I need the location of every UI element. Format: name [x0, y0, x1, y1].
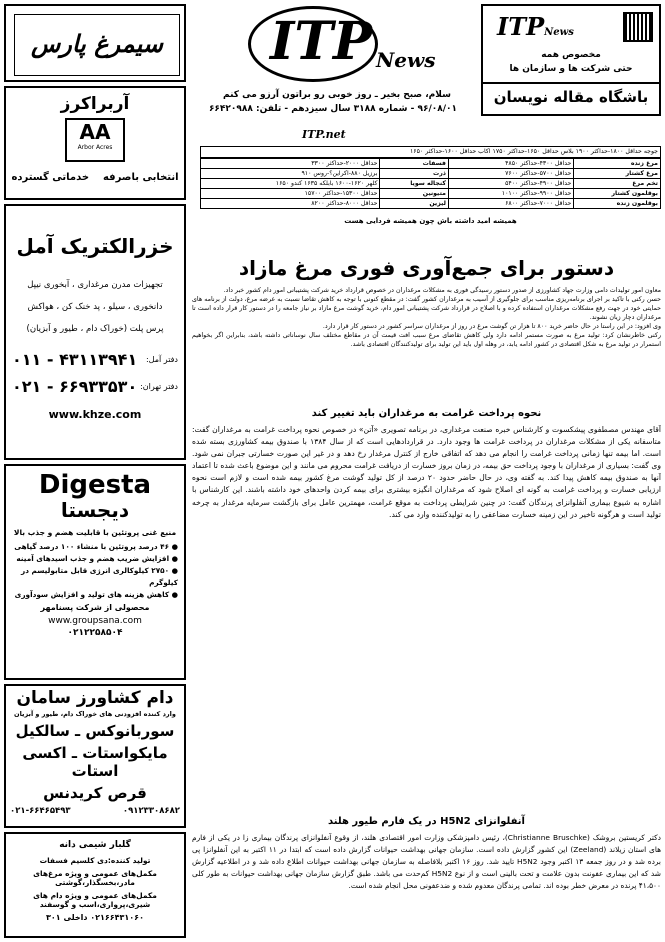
khazar-website[interactable]: www.khze.com	[48, 408, 142, 421]
club-title: باشگاه مقاله نویسان	[483, 82, 659, 106]
ad-digesta[interactable]	[4, 464, 186, 680]
saman-subtitle: وارد کننده افزودنی های خوراک دام، طیور و آبزیان	[14, 710, 176, 718]
club-line1: مخصوص همه	[541, 50, 601, 60]
saman-phones	[6, 802, 184, 816]
price-row	[201, 199, 661, 209]
digesta-bullet: ● کاهش هزینه های تولید و افزایش سودآوری	[14, 590, 178, 599]
khazar-tehran-phone: ۶۶۹۳۳۵۳۰ - ۰۲۱	[12, 377, 138, 396]
golbar-brand: گلبار شیمی دانه	[59, 840, 131, 850]
golbar-line1: تولید کننده:دی کلسیم فسفات	[39, 856, 151, 865]
price-cell: برزیل ۸۸۰-اکراین؟-روس ۹۱۰	[201, 169, 380, 179]
sidebar	[4, 4, 186, 938]
article1-p3: وی افزود: در این راستا در حال حاضر خرید ۸۰۰ تا هزار تن گوشت مرغ در روز از مرغداران سراسر کشور در دستور کار قرار دارد.	[322, 323, 661, 330]
price-table	[200, 146, 661, 225]
headline-main: دستور برای جمع‌آوری فوری مرغ مازاد	[238, 256, 615, 280]
saman-phone1: ۰۹۱۲۳۳۰۸۶۸۲	[122, 806, 180, 816]
digesta-phone: ۰۲۱۲۲۵۸۵۰۴	[67, 628, 123, 638]
price-row	[201, 189, 661, 199]
price-cell: بوقلمون کشتار	[574, 189, 661, 199]
price-cell: حداقل ۲۰۰۰-حداکثر ۳۳۰۰	[201, 159, 380, 169]
golbar-line2: مکمل‌های عمومی و ویژه مرغ‌های مادر،بخسگذار،گوشتی	[33, 869, 157, 887]
ad-arbor-acres[interactable]	[4, 86, 186, 200]
article2-body	[192, 424, 661, 812]
masthead	[192, 4, 661, 144]
arbor-tagline: انتخابی باصرفه خدماتی گسترده	[11, 172, 179, 183]
price-cell: حداقل ۱۵۳۰۰-حداکثر ۱۵۷۰۰	[201, 189, 380, 199]
khazar-office-row	[6, 350, 184, 369]
digesta-website[interactable]: www.groupsana.com	[48, 616, 142, 626]
price-cell: مرغ زنده	[574, 159, 661, 169]
qr-code-icon	[623, 12, 653, 42]
price-cell: فسفات	[380, 159, 449, 169]
digesta-bullet: ● افزایش ضریب هضم و جذب اسیدهای آمینه	[16, 554, 178, 563]
article1-p2: حسن رکنی با تاکید بر اجرای برنامه‌ریزی مناسب برای جلوگیری از آسیب به مرغداران کشور گفت: در مقطع کنونی با توجه به کاهش تقاضا نسبت به عرضه مرغ، دولت از برنامه های حمایتی خود در جهت رفع مشکلات مرغداران استفاده کرده و با اصلاح در قرارداد شرکت پشتیبانی امور دام، خرید گوشت مرغ مازاد بر نیاز جامعه را در دستور کار قرار داده است تا مرغداران دچار زیان نشوند.	[192, 296, 661, 321]
club-itp-text: ITP	[497, 12, 545, 41]
ad-dam-keshavarz-saman[interactable]	[4, 684, 186, 828]
news-text: News	[376, 48, 436, 72]
price-cell: لیزین	[380, 199, 449, 209]
digesta-slogan: منبع غنی پروتئین با قابلیت هضم و جذب بالا	[13, 528, 177, 537]
price-cell: بوقلمون زنده	[574, 199, 661, 209]
khazar-office-phone: ۴۳۱۱۳۹۴۱ - ۰۱۱	[12, 350, 138, 369]
price-top-row: جوجه حداقل ۱۸۰۰-حداکثر ۱۹۰۰ بلاس حداقل ۱۶۵۰-حداکثر ۱۷۵۰ اکاب حداقل ۱۶۰۰-حداکثر ۱۶۵۰	[200, 146, 661, 158]
digesta-brand-en: Digesta	[38, 470, 152, 500]
price-row	[201, 179, 661, 189]
itp-small-logo: ITP.net	[302, 128, 346, 141]
saman-product3: قرص کریدنس	[43, 784, 147, 802]
main-column	[192, 4, 661, 938]
article1-p4: رکنی خاطرنشان کرد: تولید مرغ به صورت مستمر ادامه دارد ولی کاهش تقاضای مرغ سبب افت قیمت آن در مقاطع مختلف سال نوساناتی داشته باشد، بنابراین اگر بخواهیم استمرار در تولید مرغ به شکل اقتصادی در کشور ادامه یابد، در وهله اول باید این تولید برای تولیدکنندگان اقتصادی باشد.	[192, 332, 661, 348]
club-line2: حتی شرکت ها و سازمان ها	[509, 64, 633, 74]
arbor-logo	[65, 118, 125, 162]
simorgh-brand: سیمرغ پارس	[30, 30, 164, 58]
price-cell: حداقل ۷۰۰۰-حداکثر ۶۸۰۰	[448, 199, 573, 209]
digesta-bullets	[6, 537, 184, 601]
price-cell: حداقل ۸۰۰۰-حداکثر ۸۲۰۰	[201, 199, 380, 209]
article1-body	[192, 286, 661, 349]
price-row	[201, 159, 661, 169]
itp-news-logo	[240, 4, 450, 86]
khazar-line3: پرس پلت (خوراک دام ، طیور و آبزیان)	[26, 324, 164, 334]
price-cell: ذرت	[380, 169, 449, 179]
price-cell: کلهر ۱۶۲۰-۱۶۰۰ بابلکه ۱۶۳۵ کندو ۱۶۵۰	[201, 179, 380, 189]
price-caption: همیشه امید داشته باش چون همیشه فردایی هست	[344, 217, 517, 225]
digesta-bullet: ● ۴۶ درصد پروتئین با منشاء ۱۰۰ درصد گیاهی	[14, 542, 178, 551]
price-cell: حداقل ۴۳۰۰-حداکثر ۴۸۵۰	[448, 159, 573, 169]
arbor-logo-caption: Arbor Acres	[77, 144, 113, 151]
golbar-line3: مکمل‌های عمومی و ویژه دام های شیری،پرواری،اسب و گوسفند	[33, 891, 157, 909]
price-cell: متیونین	[380, 189, 449, 199]
digesta-company: محصولی از شرکت پسنامهر	[40, 603, 150, 612]
itp-text: ITP	[270, 11, 373, 72]
saman-product2: مایکواستات ـ اکسی استات	[22, 744, 168, 780]
article3-p1: دکتر کریستین بروشک (Christianne Bruschke)، رئیس دامپزشکی وزارت امور اقتصادی هلند، از وقوع آنفلوانزای پرندگان بیماری زا در یکی از فارم های استان زیلاند (Zeeland) این کشور گزارش داده است. سازمان جهانی بهداشت حیوانات گزارش داده است که ابتدا در ۱۱ اکتبر به این آنفلوانزا پی برده شد و در روز جمعه ۱۳ اکتبر وجود H5N2 تایید شد. روز ۱۶ اکتبر بلافاصله به سازمان جهانی بهداشت حیوانات اطلاع داده شد و در اطلاعیه گزارش شد که این بیماری عفونت بدون علامت و تحت بالینی است و از نوع H5N2 کم‌حدت می باشد. طبق گزارش سازمان جهانی بهداشت حیوانات به طور کلی ۴۱،۵۰۰ پرنده در معرض خطر بوده اند. تمامی پرندگان معدوم شده و ضدعفونی محل انجام شده است.	[192, 833, 661, 890]
golbar-phone: ۰۲۱۶۶۴۳۱۰۶۰ داخلی ۳۰۱	[46, 913, 144, 922]
ad-golbar-shimi[interactable]	[4, 832, 186, 938]
article3-body	[192, 832, 661, 936]
price-grid	[200, 158, 661, 209]
price-cell: حداقل ۴۹۰۰-حداکثر ۵۴۰۰	[448, 179, 573, 189]
article1-p1: معاون امور تولیدات دامی وزارت جهاد کشاورزی از صدور دستور رسیدگی فوری به مشکلات مرغداران در خصوص قرارداد خرید شرکت پشتیبانی امور دام کشور خبر داد.	[223, 287, 661, 294]
price-cell: کنجاله سویا	[380, 179, 449, 189]
price-cell: حداقل ۹۹۰۰-حداکثر ۱۰۱۰۰	[448, 189, 573, 199]
khazar-line2: دانخوری ، سیلو ، پد خنک کن ، هواکش	[27, 302, 163, 312]
digesta-bullet: ● ۲۷۵۰ کیلوکالری انرژی قابل متابولیسم در کیلوگرم	[21, 566, 178, 587]
price-cell: حداقل ۵۷۰۰-حداکثر ۷۶۰۰	[448, 169, 573, 179]
khazar-title: خزرالکتریک آمل	[16, 234, 174, 258]
writers-club-box[interactable]	[481, 4, 661, 116]
price-cell: مرغ کشتار	[574, 169, 661, 179]
article2-p1: آقای مهندس مصطفوی پیشکسوت و کارشناس خبره صنعت مرغداری، در برنامه تصویری «آتن» در خصوص نحوه پرداخت غرامت به مرغداران گفت: متاسفانه یکی از مشکلات مرغداران در پرداخت غرامت ها وجود دارد. در قراردادهایی است که از سال ۱۳۸۴ با صندوق بیمه کشاورزی بسته شده است. اما بیمه تنها زمانی پرداخت غرامت را انجام می دهد که اتفاقی خارج از کنترل مرغدار رخ دهد و در غیر این صورت خسارتی جبران نمی شود. وی گفت: بسیاری از مرغداران با وجود پرداخت حق بیمه، در زمان بروز خسارت از دریافت غرامت محروم می مانند و این موضوع باعث شده تا اعتماد آنها به صندوق بیمه کاهش پیدا کند. به گفته وی، در حال حاضر حدود ۲۰ درصد از کل تولید گوشت مرغ کشور بیمه شده است و لازم است نحوه ارزیابی خسارت و پرداخت غرامت به گونه ای اصلاح شود که مرغداران انگیزه بیشتری برای بیمه کردن واحدهای خود داشته باشند. این کارشناس با اشاره به شیوع بیماری آنفلوانزای پرندگان گفت: در چنین شرایطی پرداخت به موقع غرامت، مهمترین عامل برای بازگشت سرمایه مرغدار به چرخه تولید است و هرگونه تاخیر در این زمینه خسارت مضاعفی را به تولیدکننده وارد می کند.	[192, 425, 661, 519]
saman-title: دام کشاورز سامان	[16, 688, 174, 708]
club-itp-logo	[497, 12, 574, 41]
khazar-tehran-row	[6, 377, 184, 396]
saman-product1: سوربانوکس ـ سالکیل	[15, 722, 175, 740]
greeting-text: سلام، صبح بخیر ـ روز خوبی رو براتون آرزو می کنم	[223, 90, 451, 100]
price-cell: تخم مرغ	[574, 179, 661, 189]
simorgh-logo	[14, 14, 180, 76]
khazar-tehran-label: دفتر تهران:	[140, 382, 178, 391]
khazar-line1: تجهیزات مدرن مرغداری ، آبخوری نیپل	[27, 280, 163, 290]
headline-compensation: نحوه پرداخت غرامت به مرغداران باید تغییر کند	[311, 408, 542, 419]
saman-phone2: ۰۲۱-۶۶۴۶۵۴۹۳	[10, 806, 71, 816]
headline-avian-flu: آنفلوانزای H5N2 در یک فارم طیور هلند	[328, 816, 525, 827]
arbor-title: آربراکرز	[60, 94, 130, 114]
issue-info: ۹۶/۰۸/۰۱ - شماره ۳۱۸۸ سال سیزدهم - تلفن: ۶۶۴۲۰۹۸۸	[208, 104, 458, 114]
ad-khazar-electric[interactable]	[4, 204, 186, 460]
khazar-office-label: دفتر آمل:	[145, 355, 178, 364]
club-news-text: News	[544, 27, 574, 38]
arbor-logo-text: AA	[79, 120, 111, 144]
price-row	[201, 169, 661, 179]
ad-simorgh-pars[interactable]	[4, 4, 186, 82]
digesta-brand-fa: دیجستا	[60, 498, 130, 522]
